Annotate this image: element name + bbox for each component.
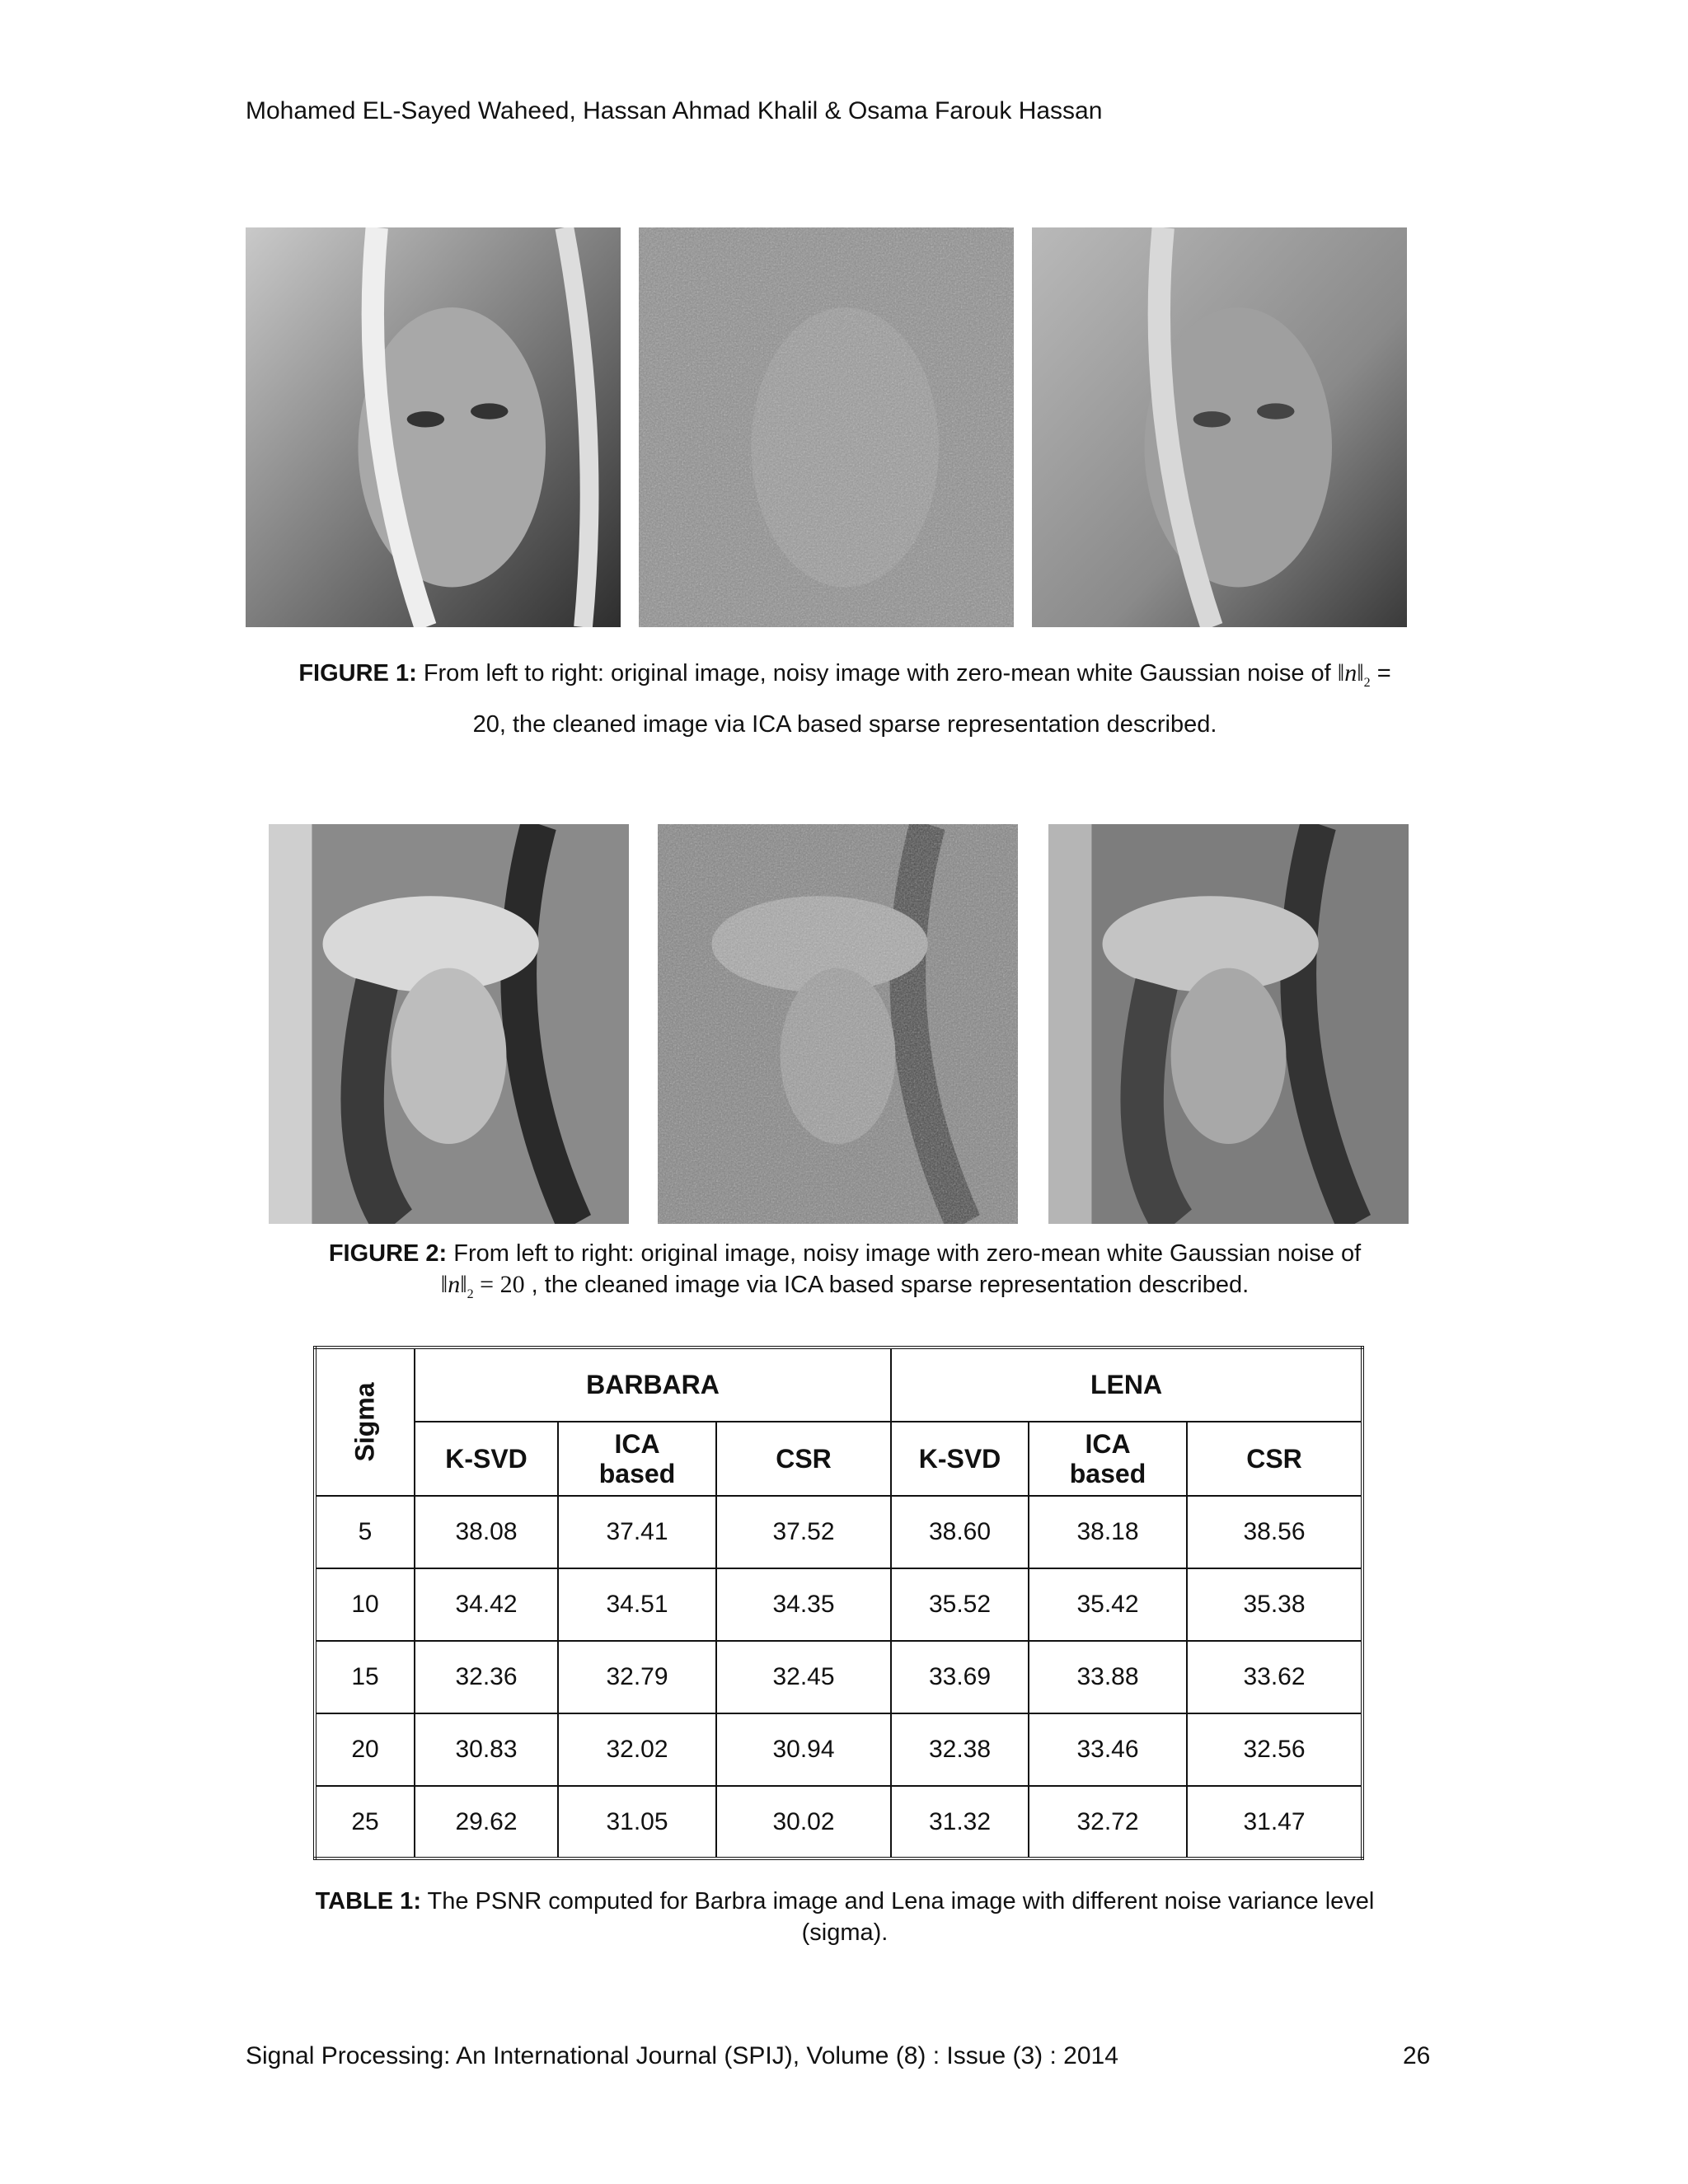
table-row — [315, 1713, 1362, 1786]
table-cell: 32.45 — [716, 1641, 891, 1713]
table-cell: 37.52 — [716, 1496, 891, 1568]
table-cell: 35.42 — [1029, 1568, 1187, 1641]
journal-footer: Signal Processing: An International Journal (SPIJ), Volume (8) : Issue (3) : 2014 — [246, 2042, 1118, 2069]
table-row — [315, 1568, 1362, 1641]
sigma-header: Sigma — [315, 1347, 415, 1496]
figure2-caption — [247, 1238, 1442, 1310]
table-row — [315, 1786, 1362, 1858]
table-cell: 20 — [315, 1713, 415, 1786]
psnr-table — [313, 1346, 1364, 1860]
figure1-label: FIGURE 1: — [298, 660, 417, 687]
table-cell: 32.02 — [558, 1713, 716, 1786]
figure1-cleaned-image — [1032, 227, 1407, 627]
figure2-caption-text: From left to right: original image, noisy image with zero-mean white Gaussian noise of — [453, 1240, 1362, 1267]
table-cell: 32.56 — [1187, 1713, 1362, 1786]
lena-header: LENA — [891, 1347, 1362, 1422]
table-cell: 33.88 — [1029, 1641, 1187, 1713]
figure1-caption-text: From left to right: original image, noisy image with zero-mean white Gaussian noise of — [423, 660, 1331, 687]
table-cell: 10 — [315, 1568, 415, 1641]
table1-caption-text: The PSNR computed for Barbra image and Lena image with different noise variance level — [427, 1888, 1375, 1915]
table-cell: 32.72 — [1029, 1786, 1187, 1858]
table-cell: 33.62 — [1187, 1641, 1362, 1713]
table-cell: 31.05 — [558, 1786, 716, 1858]
figure1-noisy-image — [639, 227, 1014, 627]
table-cell: 34.51 — [558, 1568, 716, 1641]
col-ksvd-lena: K-SVD — [891, 1422, 1029, 1496]
table-cell: 30.94 — [716, 1713, 891, 1786]
barbara-header: BARBARA — [415, 1347, 891, 1422]
table-cell: 34.42 — [415, 1568, 558, 1641]
figure1-caption-line2: 20, the cleaned image via ICA based sparse representation described. — [472, 711, 1217, 738]
table-row — [315, 1641, 1362, 1713]
table-cell: 38.56 — [1187, 1496, 1362, 1568]
running-header: Mohamed EL-Sayed Waheed, Hassan Ahmad Khalil & Osama Farouk Hassan — [246, 97, 1103, 124]
table-cell: 32.36 — [415, 1641, 558, 1713]
table1-caption — [247, 1886, 1442, 1948]
figure2-original-image — [269, 824, 629, 1224]
table-cell: 34.35 — [716, 1568, 891, 1641]
table-cell: 38.18 — [1029, 1496, 1187, 1568]
col-ksvd-barbara: K-SVD — [415, 1422, 558, 1496]
figure1-caption — [247, 653, 1442, 745]
table-cell: 15 — [315, 1641, 415, 1713]
figure2-noisy-image — [658, 824, 1018, 1224]
figure2-label: FIGURE 2: — [328, 1240, 448, 1267]
table-cell: 35.52 — [891, 1568, 1029, 1641]
table-cell: 5 — [315, 1496, 415, 1568]
figure1-original-image — [246, 227, 621, 627]
col-ica-lena: ICA based — [1029, 1422, 1187, 1496]
table-cell: 32.38 — [891, 1713, 1029, 1786]
table-cell: 38.60 — [891, 1496, 1029, 1568]
subheader-row — [315, 1422, 1362, 1496]
table-cell: 35.38 — [1187, 1568, 1362, 1641]
norm-symbol: $‖n‖_2$ — [1337, 659, 1371, 690]
col-csr-barbara: CSR — [716, 1422, 891, 1496]
table-cell: 30.83 — [415, 1713, 558, 1786]
table-cell: 25 — [315, 1786, 415, 1858]
col-ica-barbara: ICA based — [558, 1422, 716, 1496]
table-cell: 30.02 — [716, 1786, 891, 1858]
page-number: 26 — [1403, 2042, 1431, 2069]
figure2-caption-line2: , the cleaned image via ICA based sparse representation described. — [531, 1272, 1250, 1298]
table-cell: 32.79 — [558, 1641, 716, 1713]
table-cell: 31.32 — [891, 1786, 1029, 1858]
figure2-cleaned-image — [1048, 824, 1409, 1224]
col-csr-lena: CSR — [1187, 1422, 1362, 1496]
table-row — [315, 1496, 1362, 1568]
norm-symbol: $‖n‖_2 = 20$ — [440, 1271, 525, 1301]
table1-caption-line2: (sigma). — [801, 1919, 889, 1946]
table-cell: 33.46 — [1029, 1713, 1187, 1786]
table-cell: 29.62 — [415, 1786, 558, 1858]
table-cell: 37.41 — [558, 1496, 716, 1568]
table-cell: 33.69 — [891, 1641, 1029, 1713]
table-cell: 38.08 — [415, 1496, 558, 1568]
table1-label: TABLE 1: — [315, 1888, 421, 1915]
equals-sign: = — [1376, 660, 1391, 687]
table-cell: 31.47 — [1187, 1786, 1362, 1858]
